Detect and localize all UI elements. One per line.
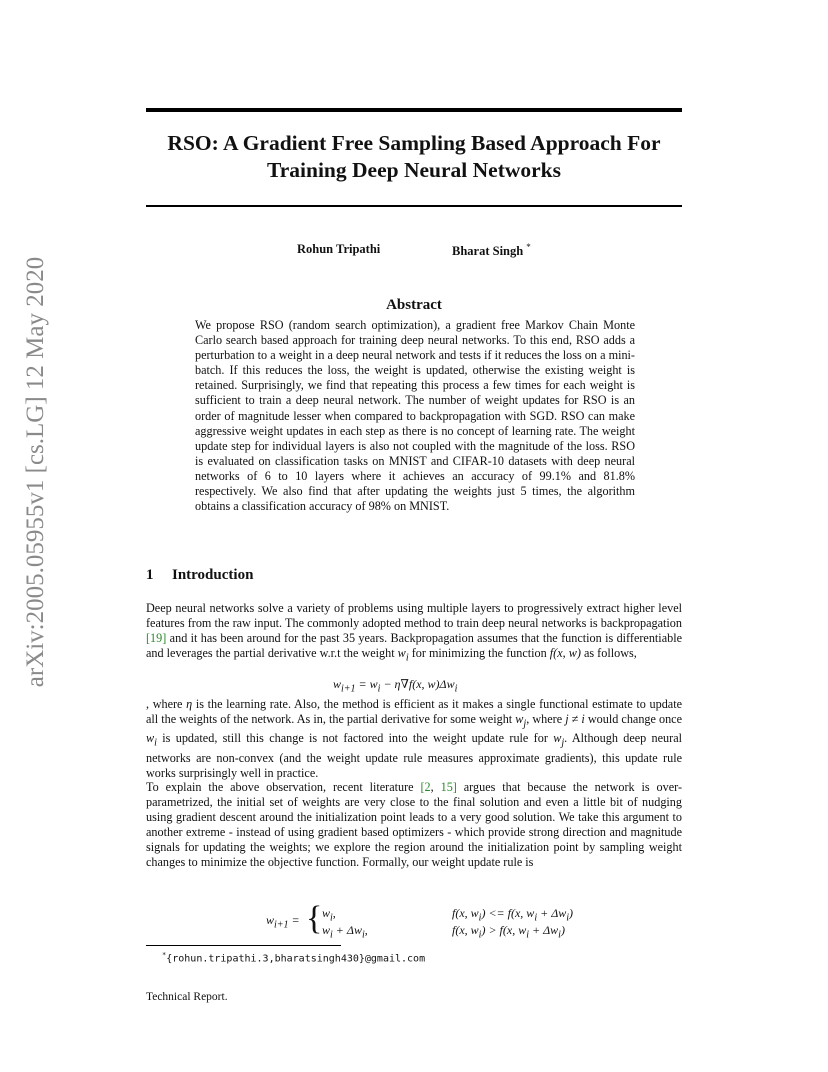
math-w-i: $w_i$	[397, 646, 409, 664]
abstract-text: We propose RSO (random search optimization), a gradient free Markov Chain Monte Carlo search based approach for training deep neural networks. To this end, RSO adds a perturbation to a weight in a deep neural network and tests if it reduces the loss on a mini-batch. If this reduces the loss, the weight is updated, otherwise the existing weight is retained. Surprisingly, we find that repeating this process a few times for each weight is sufficient to train a deep neural network. The number of weight updates for RSO is an order of magnitude lesser when compared to backpropagation with SGD. RSO can make aggressive weight updates in each step as there is no concept of learning rate. The weight update step for individual layers is also not coupled with the magnitude of the loss. RSO is evaluated on classification tasks on MNIST and CIFAR-10 datasets with deep neural networks of 6 to 10 layers where it achieves an accuracy of 99.1% and 81.8% respectively. We also find that after updating the weights just 5 times, the algorithm obtains a classification accuracy of 98% on MNIST.	[195, 318, 635, 514]
footnote-text: {rohun.tripathi.3,bharatsingh430}@gmail.com	[166, 953, 426, 965]
technical-report-note: Technical Report.	[146, 991, 228, 1003]
citation-15[interactable]: 15]	[440, 780, 457, 794]
p1-text-a: Deep neural networks solve a variety of problems using multiple layers to progressively extract higher level features from the raw input. The commonly adopted method to train deep neural networks is backpropagation	[146, 601, 682, 630]
intro-paragraph-1	[146, 601, 682, 665]
citation-separator: ,	[430, 780, 441, 794]
math-w-j: $w_j$	[515, 712, 527, 730]
equation-case-1: $w_i$, f(x, $w_i) <= f(x$, $w_i + \Delta w_i$)	[322, 906, 574, 924]
title-top-rule	[146, 108, 682, 112]
citation-19[interactable]: [19]	[146, 631, 167, 645]
p2-text-f: . Although deep neural networks are non-convex (and the weight update rule measures approximate gradients), this update rule works surprisingly well in practice.	[146, 731, 683, 780]
section-number: 1	[146, 567, 154, 583]
equation-gradient-update	[333, 677, 457, 694]
arxiv-identifier: arXiv:2005.05955v1 [cs.LG] 12 May 2020	[22, 256, 49, 688]
title-bottom-rule	[146, 205, 682, 207]
math-j-neq-i: j ≠ i	[565, 712, 585, 726]
abstract-heading: Abstract	[386, 297, 442, 313]
left-brace: {	[306, 900, 323, 937]
math-eta: η	[186, 697, 193, 711]
section-heading	[146, 567, 253, 584]
math-w-i-2: $w_i$	[146, 731, 157, 749]
p2-text-d: would change once	[584, 712, 682, 726]
p3-text-a: To explain the above observation, recent literature	[146, 780, 421, 794]
author-1: Rohun Tripathi	[297, 242, 381, 256]
p2-text-b: is the learning rate. Also, the method is efficient as it makes a single functional estimate to update all the weights of the network. As in, the partial derivative for some weight	[146, 697, 682, 726]
author-footnote-mark: *	[526, 242, 531, 252]
equation-lhs: $w_{i+1}$ =	[266, 913, 300, 931]
equation-text: $w_{i+1} = w_i - \eta\nabla f(x$, $w)\Delta w_i$	[333, 677, 458, 695]
math-f-x-w: f(x, w)	[549, 646, 581, 660]
title-line-1: RSO: A Gradient Free Sampling Based Approach For	[167, 131, 661, 155]
p1-text-c: for minimizing the function	[408, 646, 550, 660]
title-line-2: Training Deep Neural Networks	[266, 158, 561, 182]
p2-text-e: is updated, still this change is not factored into the weight update rule for	[156, 731, 554, 746]
p1-text-d: as follows,	[580, 646, 637, 660]
paper-title	[146, 130, 682, 184]
p3-text-b: argues that because the network is over-parametrized, the initial set of weights are very close to the final solution and even a little bit of nudging using gradient descent around the initialization point leads to a very good solution. We take this argument to another extreme - instead of using gradient based optimizers - which provide strong direction and magnitude signals for updating the weights; we explore the region around the initialization point by sampling weight changes to minimize the objective function. Formally, our weight update rule is	[146, 780, 683, 869]
footnote-rule	[146, 945, 341, 946]
citation-2[interactable]: [2	[420, 780, 431, 794]
p2-text-a: , where	[146, 697, 187, 711]
math-w-j-2: $w_j$	[553, 731, 565, 749]
author-2-name: Bharat Singh	[452, 244, 524, 259]
footnote-emails	[162, 951, 425, 964]
section-title: Introduction	[172, 567, 254, 583]
p1-text-b: and it has been around for the past 35 years. Backpropagation assumes that the function is differentiable and leverages the partial derivative w.r.t the weight	[146, 631, 682, 660]
intro-paragraph-3	[146, 780, 682, 870]
intro-paragraph-2	[146, 697, 682, 781]
footnote-mark: *	[162, 951, 167, 959]
equation-case-2: $w_i + \Delta w_i$, f(x, $w_i) > f(x$, $w_i + \Delta w_i$)	[322, 923, 565, 941]
author-2	[452, 242, 531, 259]
p2-text-c: , where	[526, 712, 566, 726]
